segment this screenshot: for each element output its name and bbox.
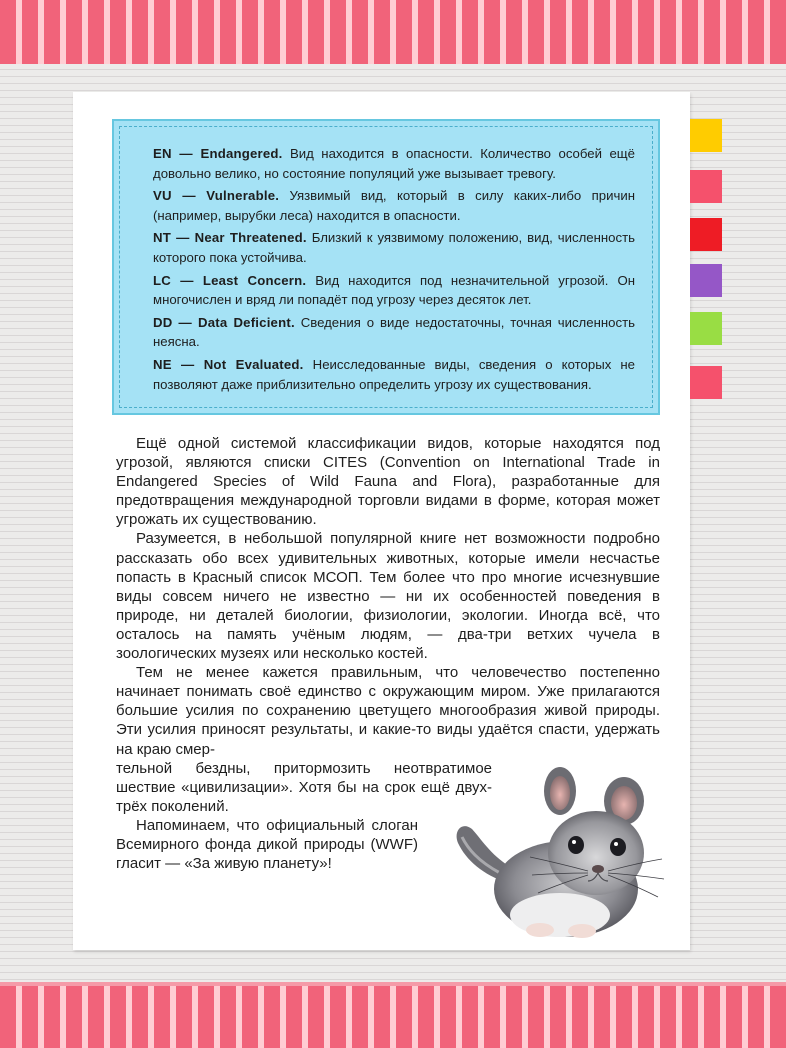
color-tab-pink-lower: [690, 366, 722, 399]
paragraph-red-list: Разумеется, в небольшой популярной книге нет возможности подробно рассказать обо всех удивительных животных, которые имели несчастье попасть в Красный список МСОП. Тем более что про многие исчезнувшие виды совсем ничего не известно — ни их особенностей поведения в природе, ни деталей биологии, физиологии, экологии. Иногда всё, что осталось на память учёным людям, — два-три ветхих чучела в зоологических музеях или несколько костей.: [116, 530, 660, 663]
category-description: Вид находится под незначительной угрозой. Он многочислен и вряд ли попадёт под угрозу через десяток лет.: [153, 272, 635, 308]
category-description: Уязвимый вид, который в силу каких-либо причин (например, вырубки леса) находится в опасности.: [153, 188, 635, 223]
category-vu: [153, 186, 635, 225]
paragraph-wwf-slogan: Напоминаем, что официальный слоган Всемирного фонда дикой природы (WWF) гласит — «За живую планету»!: [116, 816, 418, 873]
category-description: Вид находится в опасности. Количество особей ещё довольно велико, но состояние популяций уже вызывает тревогу.: [153, 146, 635, 181]
category-code: NT — Near Threatened.: [153, 230, 307, 246]
category-list: [153, 144, 635, 397]
category-description: Неисследованные виды, сведения о которых не позволяют даже приблизительно определить угрозу их существования.: [153, 356, 636, 392]
category-en: [153, 144, 635, 183]
category-ne: [153, 355, 635, 394]
category-lc: [153, 271, 635, 310]
paragraph-cites: Ещё одной системой классификации видов, которые находятся под угрозой, являются списки CITES (Convention on International Trade in Endangered Species of Wild Fauna and Flora), разработанные для предотвращения международной торговли видами в форме, которая может угрожать их существованию.: [116, 435, 660, 529]
category-description: Близкий к уязвимому положению, вид, численность которого пока устойчива.: [153, 230, 636, 265]
paragraph-humanity-continued: тельной бездны, притормозить неотвратимое шествие «цивилизации». Хотя бы на срок ещё двух-трёх поколений.: [116, 759, 492, 815]
bottom-stripe-border: [0, 982, 786, 1048]
chinchilla-illustration: [448, 765, 670, 943]
category-code: VU — Vulnerable.: [153, 188, 280, 204]
color-tab-pink: [690, 170, 722, 203]
status-categories-box: [112, 119, 660, 415]
dashed-inner-border: [119, 126, 653, 408]
category-nt: [153, 228, 635, 267]
category-description: Сведения о виде недостаточны, точная численность неясна.: [153, 314, 635, 350]
category-code: LC — Least Concern.: [153, 272, 307, 288]
category-code: EN — Endangered.: [153, 146, 283, 161]
category-dd: [153, 313, 635, 352]
color-tab-green: [690, 312, 722, 345]
color-tab-yellow: [690, 119, 722, 152]
top-stripe-border: [0, 0, 786, 64]
category-code: DD — Data Deficient.: [153, 314, 295, 330]
paragraph-humanity: Тем не менее кажется правильным, что человечество постепенно начинает понимать своё единство с окружающим миром. Уже прилагаются большие усилия по сохранению цветущего многообразия живой природы. Эти усилия приносят результаты, и какие-то виды удаётся спасти, удержать на краю смер-: [116, 664, 660, 758]
category-code: NE — Not Evaluated.: [153, 356, 304, 372]
color-tab-red: [690, 218, 722, 251]
color-tab-purple: [690, 264, 722, 297]
